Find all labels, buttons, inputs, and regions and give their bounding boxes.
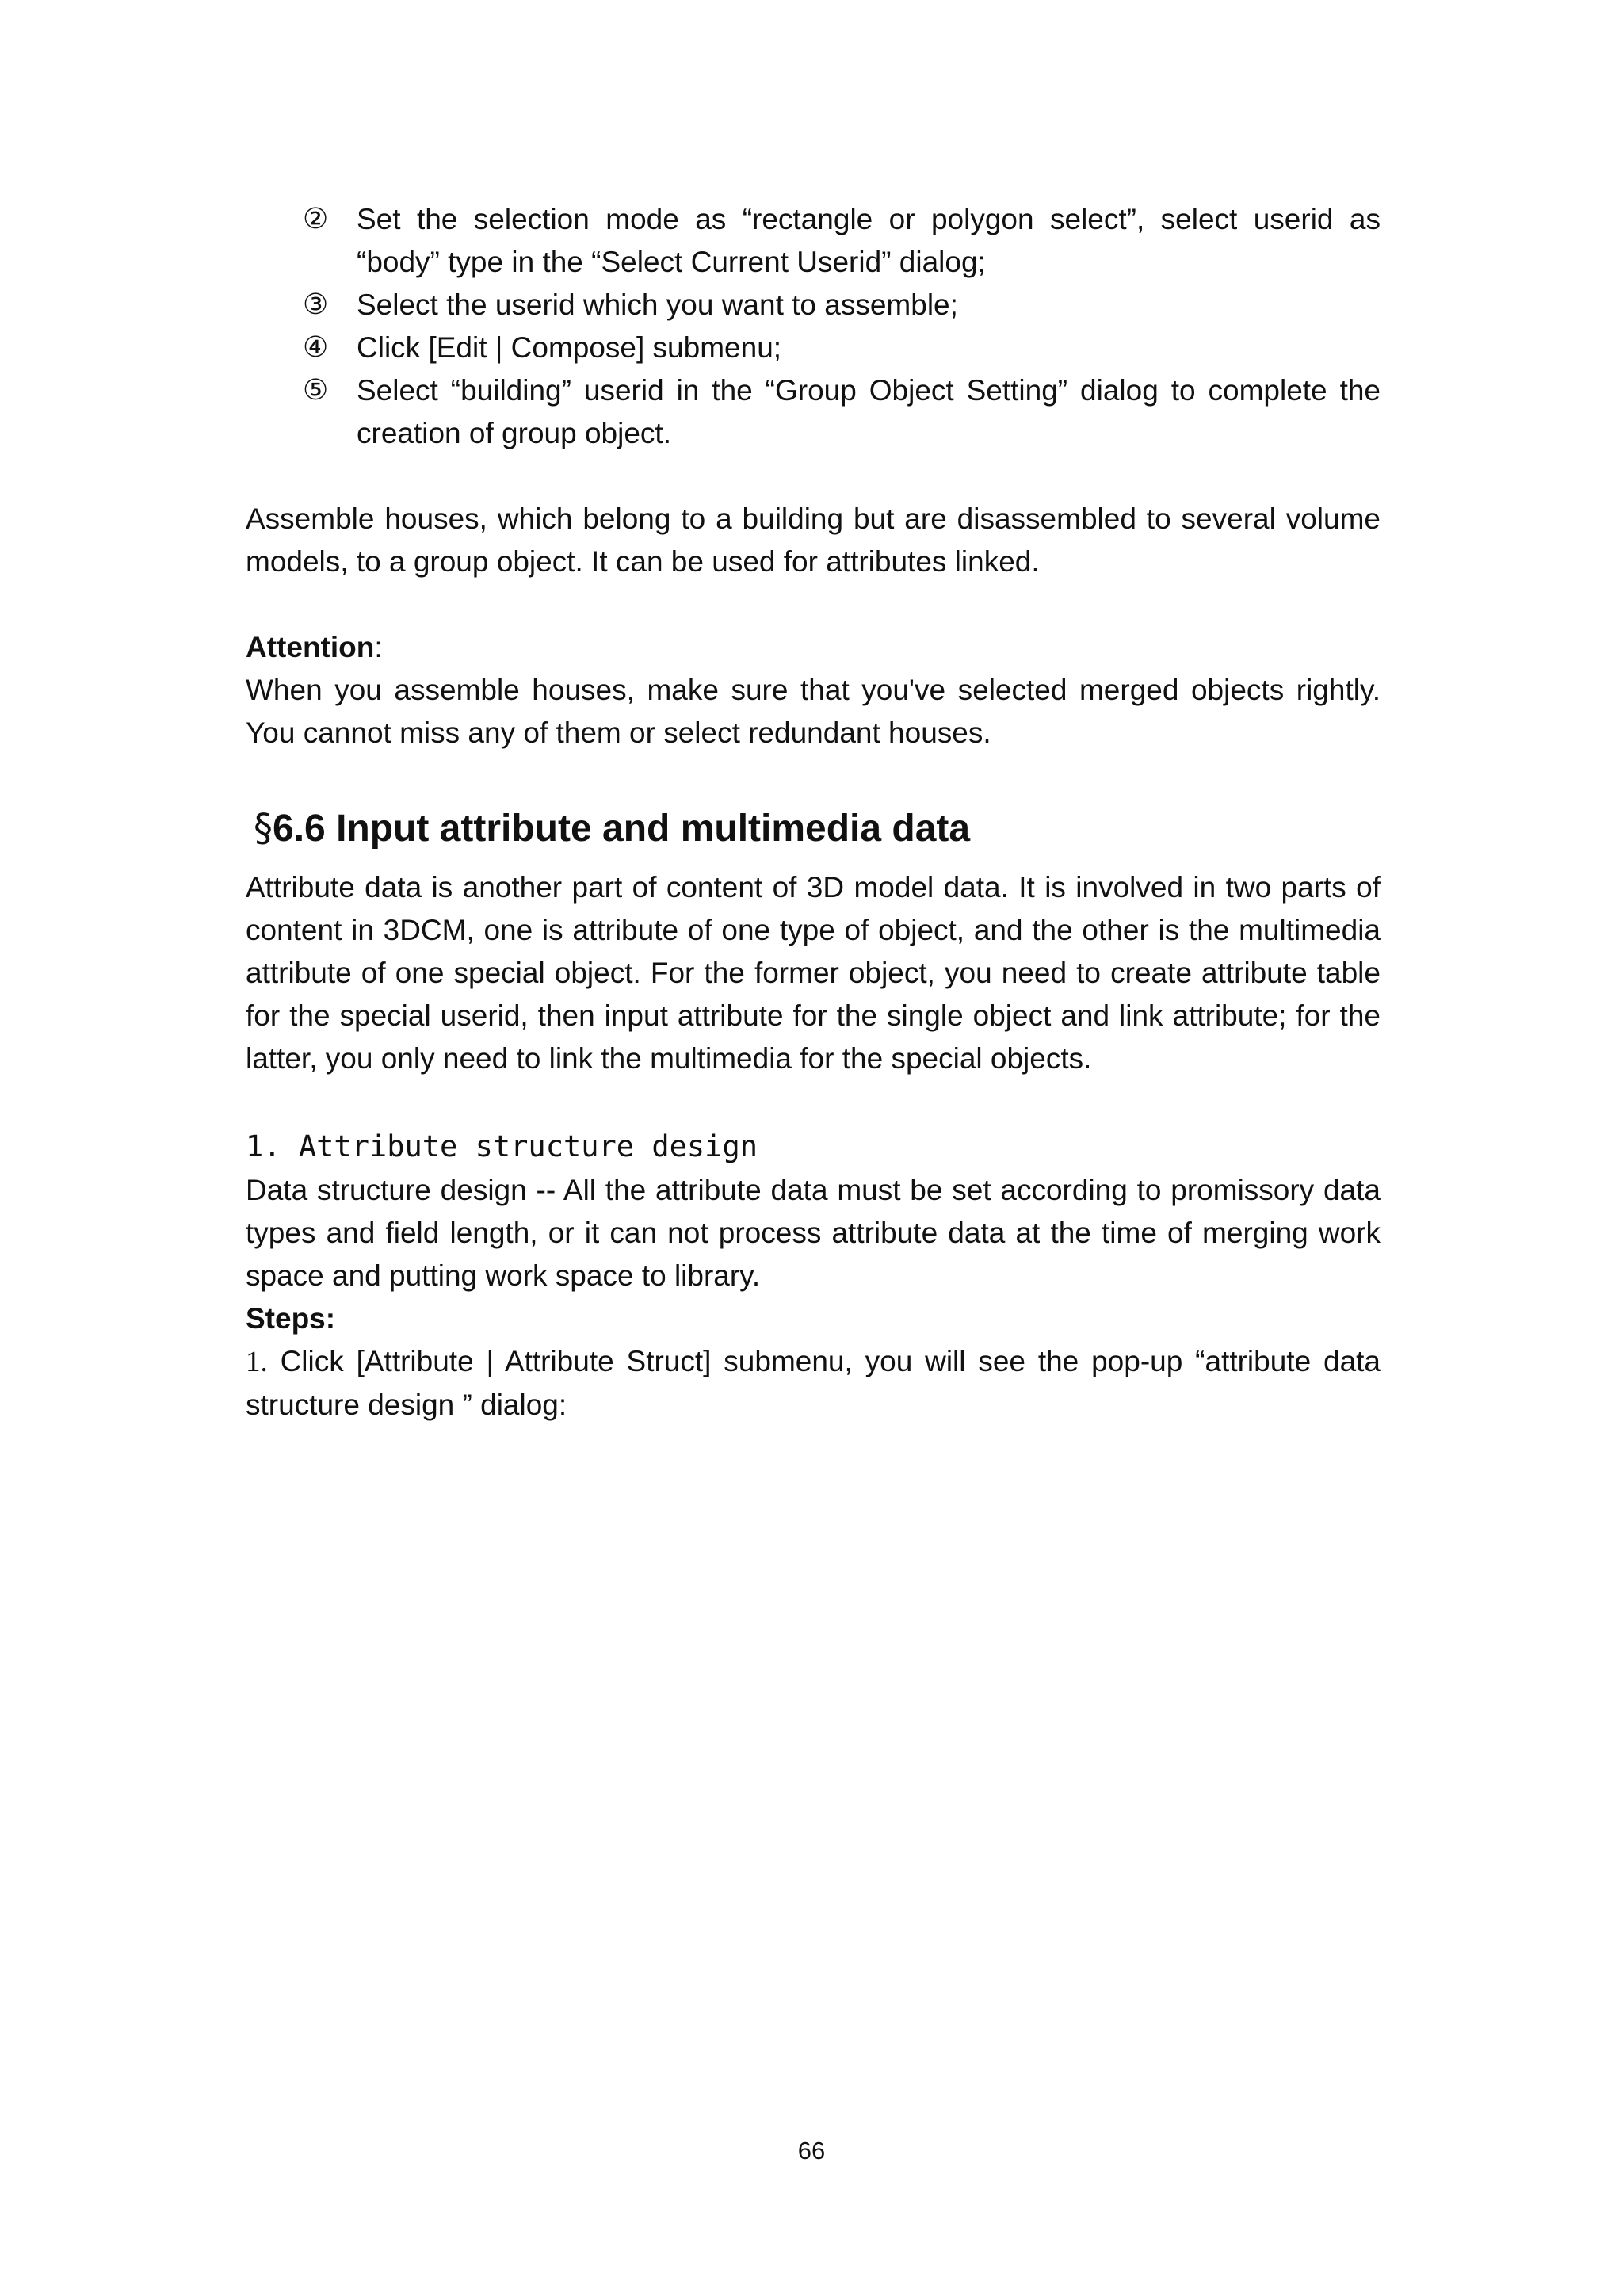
attention-colon: :: [374, 631, 383, 663]
attention-label-text: Attention: [246, 631, 375, 663]
section-title: 6.6 Input attribute and multimedia data: [273, 808, 971, 850]
structure-paragraph: Data structure design -- All the attribute data must be set according to promissory data types and field length, or it can not process attribute data at the time of merging work space and putting work space to library.: [246, 1174, 1381, 1292]
step-marker: ④: [303, 331, 329, 364]
list-item: [246, 284, 1381, 327]
list-item: [246, 198, 1381, 284]
step-text: Select “building” userid in the “Group Object Setting” dialog to complete the creation of group object.: [357, 374, 1381, 449]
step-text: Click [Edit | Compose] submenu;: [357, 331, 782, 364]
step1-paragraph: [246, 1340, 1381, 1427]
step1-number: 1.: [246, 1346, 268, 1378]
step-list: [246, 198, 1381, 455]
assemble-paragraph: Assemble houses, which belong to a building but are disassembled to several volume models, to a group object. It can be used for attributes linked.: [246, 502, 1381, 578]
step-marker: ③: [303, 288, 329, 321]
list-item: [246, 369, 1381, 455]
page-number: 66: [797, 2137, 826, 2164]
section-heading: [246, 802, 1381, 855]
step-text: Set the selection mode as “rectangle or polygon select”, select userid as “body” type in the “Select Current Userid” dialog;: [357, 203, 1381, 278]
page-content: [246, 198, 1381, 1427]
step1-text: Click [Attribute | Attribute Struct] submenu, you will see the pop-up “attribute data structure design ” dialog:: [246, 1345, 1381, 1421]
steps-label: Steps:: [246, 1302, 336, 1335]
step-marker: ⑤: [303, 374, 329, 407]
list-item: [246, 327, 1381, 369]
attention-paragraph: When you assemble houses, make sure that you've selected merged objects rightly. You cannot miss any of them or select redundant houses.: [246, 674, 1381, 749]
attention-label: [246, 626, 1381, 669]
attribute-paragraph: Attribute data is another part of content of 3D model data. It is involved in two parts of content in 3DCM, one is attribute of one type of object, and the other is the multimedia attribute of one special object. For the former object, you need to create attribute table for the special userid, then input attribute for the single object and link attribute; for the latter, you only need to link the multimedia for the special objects.: [246, 871, 1381, 1075]
step-marker: ②: [303, 203, 329, 235]
subsection-heading: 1. Attribute structure design: [246, 1129, 758, 1163]
step-text: Select the userid which you want to assemble;: [357, 288, 958, 321]
section-symbol: §: [254, 806, 273, 850]
